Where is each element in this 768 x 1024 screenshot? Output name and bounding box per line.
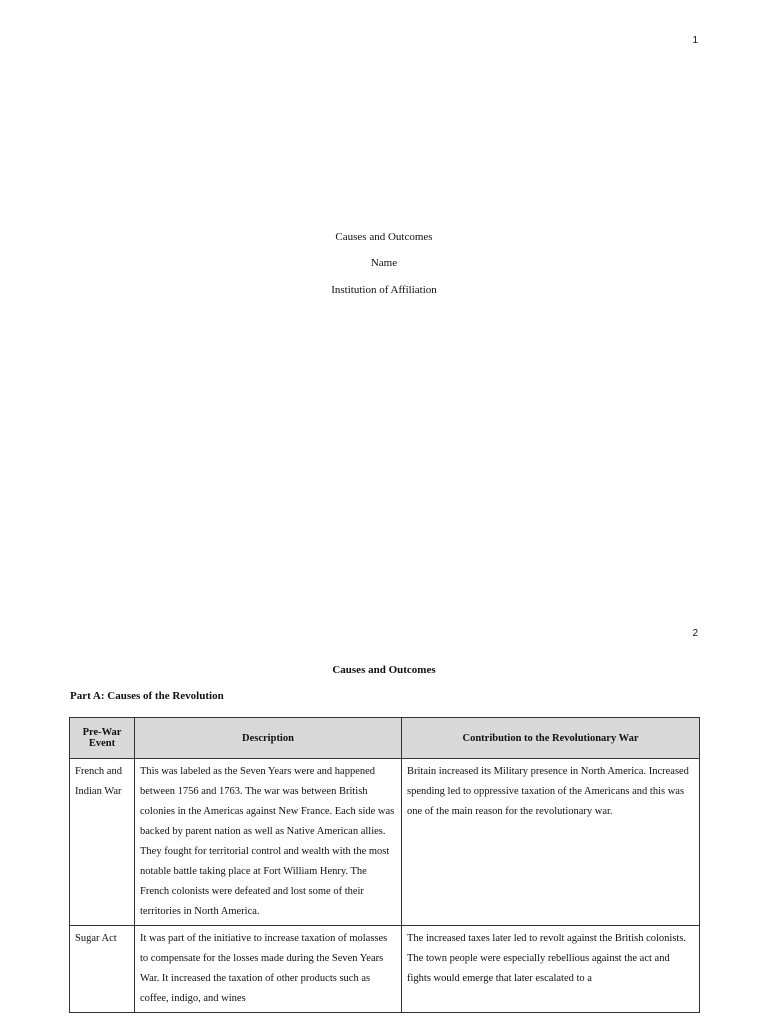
description-cell: This was labeled as the Seven Years were and happened between 1756 and 1763. The war was between British colonies in the Americas against New France. Each side was backed by parent nation as well as Native American allies. They fought for territorial control and wealth with the most notable battle taking place at Fort William Henry. The French colonists were defeated and lost some of their territories in North America.: [135, 759, 402, 926]
page-title: Causes and Outcomes: [332, 664, 436, 676]
event-cell: French and Indian War: [70, 759, 135, 926]
contribution-cell: Britain increased its Military presence in North America. Increased spending led to oppressive taxation of the Americans and this was one of the main reason for the revolutionary war.: [402, 759, 700, 926]
table-row: [70, 759, 700, 926]
column-header: Pre-War Event: [70, 718, 135, 759]
author-name: Name: [370, 257, 398, 269]
section-heading: Part A: Causes of the Revolution: [70, 690, 224, 702]
table-row: [70, 926, 700, 1013]
causes-table: [69, 717, 700, 1013]
event-cell: Sugar Act: [70, 926, 135, 1013]
column-header: Description: [135, 718, 402, 759]
page-number: 1: [692, 35, 698, 46]
description-cell: It was part of the initiative to increase taxation of molasses to compensate for the losses made during the Seven Years War. It increased the taxation of other products such as coffee, indigo, and wines: [135, 926, 402, 1013]
page-number: 2: [692, 628, 698, 639]
institution: Institution of Affiliation: [331, 284, 437, 296]
column-header: Contribution to the Revolutionary War: [402, 718, 700, 759]
contribution-cell: The increased taxes later led to revolt against the British colonists. The town people were especially rebellious against the act and fights would emerge that later escalated to a: [402, 926, 700, 1013]
title-page-title: Causes and Outcomes: [335, 231, 433, 243]
table-header-row: [70, 718, 700, 759]
